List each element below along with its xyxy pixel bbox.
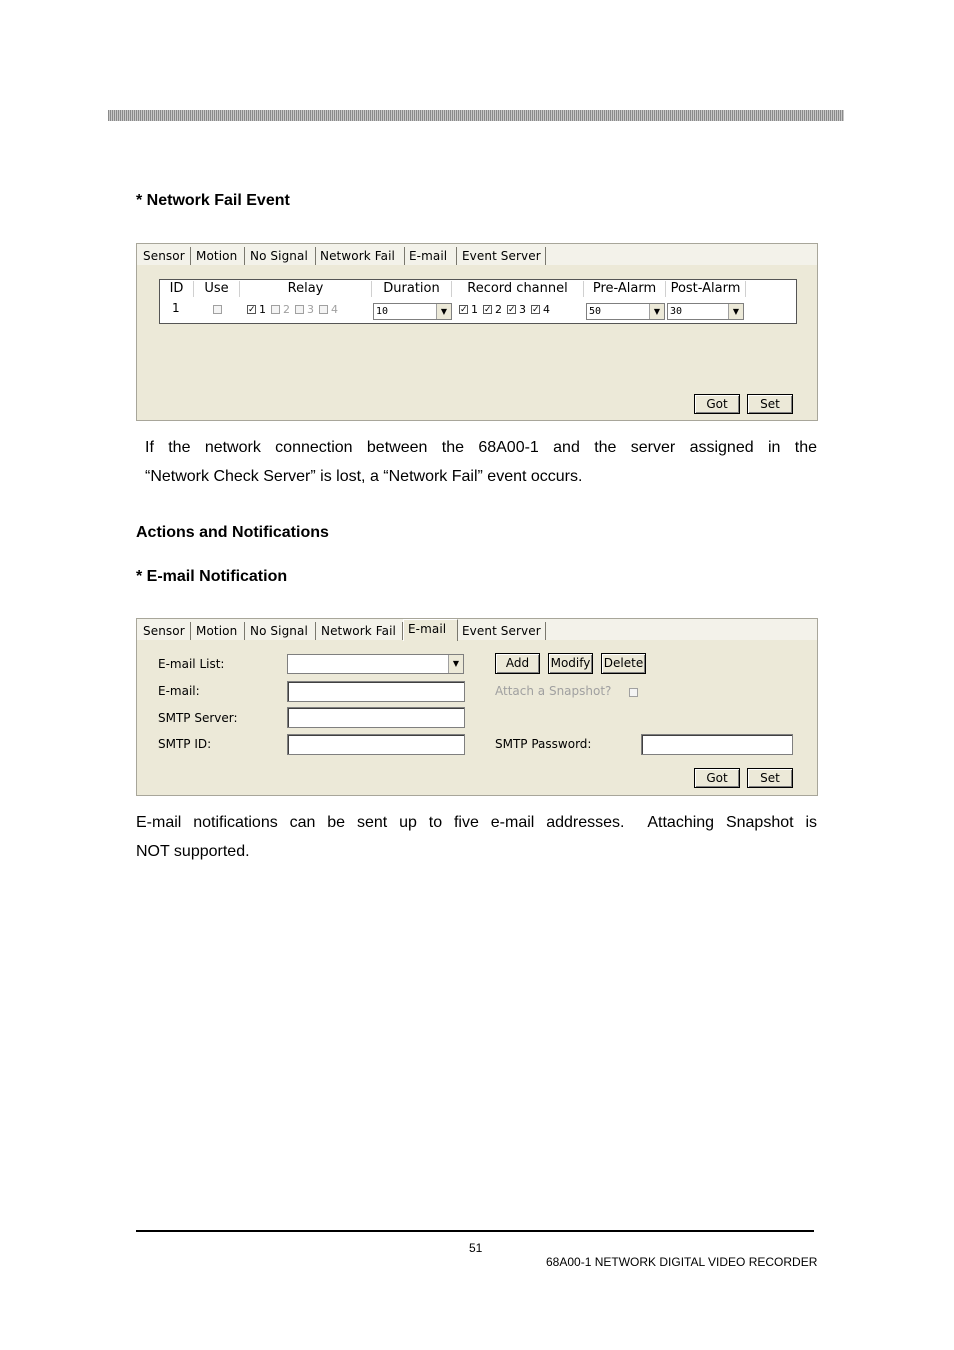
- delete-button[interactable]: Delete: [601, 653, 646, 674]
- tab-motion[interactable]: Motion: [192, 622, 245, 640]
- col-record-channel: Record channel: [452, 281, 584, 297]
- section-heading-actions: Actions and Notifications: [136, 524, 329, 541]
- smtp-id-field[interactable]: [287, 734, 465, 755]
- relay-checkboxes: ✓ 1 2 3 4: [248, 302, 338, 316]
- record-2-checkbox[interactable]: ✓: [484, 304, 492, 315]
- tab-strip: [137, 244, 817, 266]
- duration-select[interactable]: 10 ▼: [373, 303, 452, 320]
- relay-3-checkbox[interactable]: [295, 305, 304, 314]
- section-heading-email: * E-mail Notification: [136, 568, 288, 585]
- record-4-checkbox[interactable]: ✓: [532, 304, 540, 315]
- event-grid: [159, 279, 797, 324]
- row-id: 1: [172, 301, 180, 315]
- relay-1-checkbox[interactable]: ✓: [248, 304, 256, 315]
- add-button[interactable]: Add: [495, 653, 540, 674]
- col-pre-alarm: Pre-Alarm: [584, 281, 666, 297]
- network-fail-panel: [136, 243, 818, 421]
- header-rule: [108, 110, 844, 121]
- modify-button[interactable]: Modify: [548, 653, 593, 674]
- use-checkbox[interactable]: [213, 302, 222, 315]
- post-alarm-select[interactable]: 30 ▼: [667, 303, 744, 320]
- relay-4-checkbox[interactable]: [319, 305, 328, 314]
- smtp-password-label: SMTP Password:: [495, 737, 592, 751]
- record-3-checkbox[interactable]: ✓: [508, 304, 516, 315]
- got-button[interactable]: Got: [694, 394, 740, 414]
- tab-network-fail[interactable]: Network Fail: [317, 622, 403, 640]
- col-duration: Duration: [372, 281, 452, 297]
- tab-network-fail-active[interactable]: Network Fail: [316, 247, 405, 265]
- tab-event-server[interactable]: Event Server: [458, 622, 546, 640]
- tab-no-signal[interactable]: No Signal: [246, 247, 316, 265]
- smtp-id-label: SMTP ID:: [158, 737, 212, 751]
- tab-email[interactable]: E-mail: [405, 247, 457, 265]
- email-list-label: E-mail List:: [158, 657, 225, 671]
- set-button[interactable]: Set: [747, 394, 793, 414]
- email-list-select[interactable]: [287, 654, 464, 674]
- chevron-down-icon: ▼: [448, 655, 463, 673]
- record-channel-checkboxes: ✓ 1 ✓ 2 ✓ 3 ✓ 4: [460, 302, 550, 316]
- smtp-password-field[interactable]: [641, 734, 793, 755]
- tab-no-signal[interactable]: No Signal: [246, 622, 316, 640]
- tab-sensor[interactable]: Sensor: [139, 247, 191, 265]
- tab-motion[interactable]: Motion: [192, 247, 245, 265]
- col-post-alarm: Post-Alarm: [666, 281, 746, 297]
- email-panel: [136, 618, 818, 796]
- got-button[interactable]: Got: [694, 768, 740, 788]
- footer-product-name: 68A00-1 NETWORK DIGITAL VIDEO RECORDER: [546, 1255, 818, 1269]
- attach-snapshot-checkbox[interactable]: [629, 685, 638, 699]
- section-heading-network-fail: * Network Fail Event: [136, 192, 290, 209]
- tab-email-active[interactable]: E-mail: [403, 619, 458, 641]
- col-id: ID: [160, 281, 194, 297]
- footer-rule: [136, 1230, 814, 1232]
- email-label: E-mail:: [158, 684, 200, 698]
- chevron-down-icon: ▼: [728, 304, 743, 319]
- record-1-checkbox[interactable]: ✓: [460, 304, 468, 315]
- smtp-server-field[interactable]: [287, 707, 465, 728]
- relay-2-checkbox[interactable]: [271, 305, 280, 314]
- tab-strip: [137, 619, 817, 641]
- paragraph-network-fail: If the network connection between the 68A00-1 and the server assigned in the “Network Check Server” is lost, a “Network Fail” event occurs.: [145, 439, 817, 485]
- tab-sensor[interactable]: Sensor: [139, 622, 191, 640]
- chevron-down-icon: ▼: [436, 304, 451, 319]
- tab-event-server[interactable]: Event Server: [458, 247, 546, 265]
- page-number: 51: [469, 1241, 483, 1255]
- col-relay: Relay: [240, 281, 372, 297]
- chevron-down-icon: ▼: [649, 304, 664, 319]
- smtp-server-label: SMTP Server:: [158, 711, 238, 725]
- paragraph-email: E-mail notifications can be sent up to five e-mail addresses. Attaching Snapshot is NOT supported.: [136, 814, 817, 860]
- pre-alarm-select[interactable]: 50 ▼: [586, 303, 665, 320]
- email-field[interactable]: [287, 681, 465, 702]
- set-button[interactable]: Set: [747, 768, 793, 788]
- attach-snapshot-label: Attach a Snapshot?: [495, 684, 612, 698]
- col-use: Use: [194, 281, 240, 297]
